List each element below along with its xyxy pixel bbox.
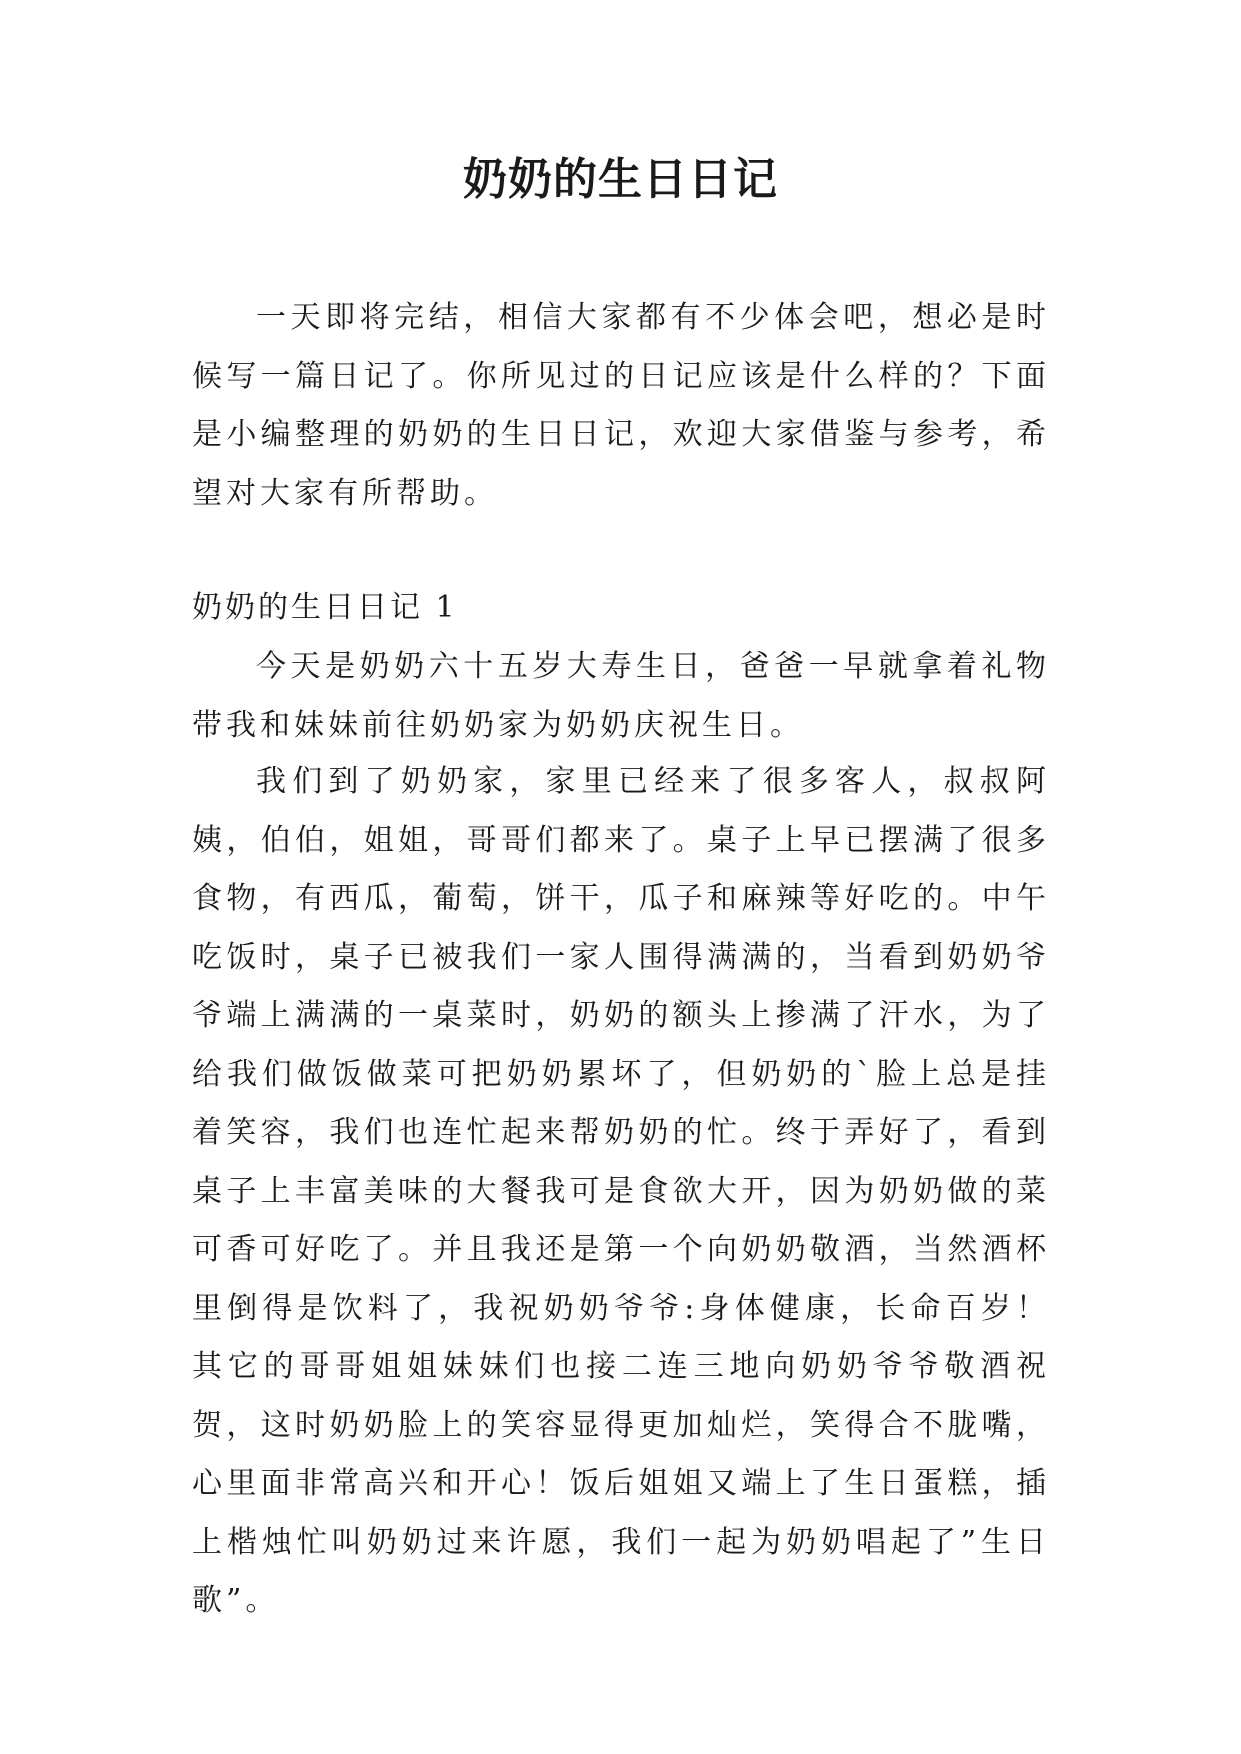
body-paragraph: 我们到了奶奶家，家里已经来了很多客人，叔叔阿姨，伯伯，姐姐，哥哥们都来了。桌子上早已摆满了很多食物，有西瓜，葡萄，饼干，瓜子和麻辣等好吃的。中午吃饭时，桌子已被我们一家人围得满满的，当看到奶奶爷爷端上满满的一桌菜时，奶奶的额头上掺满了汗水，为了给我们做饭做菜可把奶奶累坏了，但奶奶的`脸上总是挂着笑容，我们也连忙起来帮奶奶的忙。终于弄好了，看到桌子上丰富美味的大餐我可是食欲大开，因为奶奶做的菜可香可好吃了。并且我还是第一个向奶奶敬酒，当然酒杯里倒得是饮料了，我祝奶奶爷爷:身体健康，长命百岁！其它的哥哥姐姐妹妹们也接二连三地向奶奶爷爷敬酒祝贺，这时奶奶脸上的笑容显得更加灿烂，笑得合不胧嘴，心里面非常高兴和开心！饭后姐姐又端上了生日蛋糕，插上楷烛忙叫奶奶过来许愿，我们一起为奶奶唱起了”生日歌”。 bbox=[192, 764, 1050, 1618]
section-heading: 奶奶的生日日记 1 bbox=[192, 590, 458, 625]
intro-paragraph: 一天即将完结，相信大家都有不少体会吧，想必是时候写一篇日记了。你所见过的日记应该是什么样的？下面是小编整理的奶奶的生日日记，欢迎大家借鉴与参考，希望对大家有所帮助。 bbox=[192, 300, 1050, 511]
body-paragraph: 今天是奶奶六十五岁大寿生日，爸爸一早就拿着礼物带我和妹妹前往奶奶家为奶奶庆祝生日。 bbox=[192, 649, 1050, 743]
document-title: 奶奶的生日日记 bbox=[463, 154, 778, 205]
